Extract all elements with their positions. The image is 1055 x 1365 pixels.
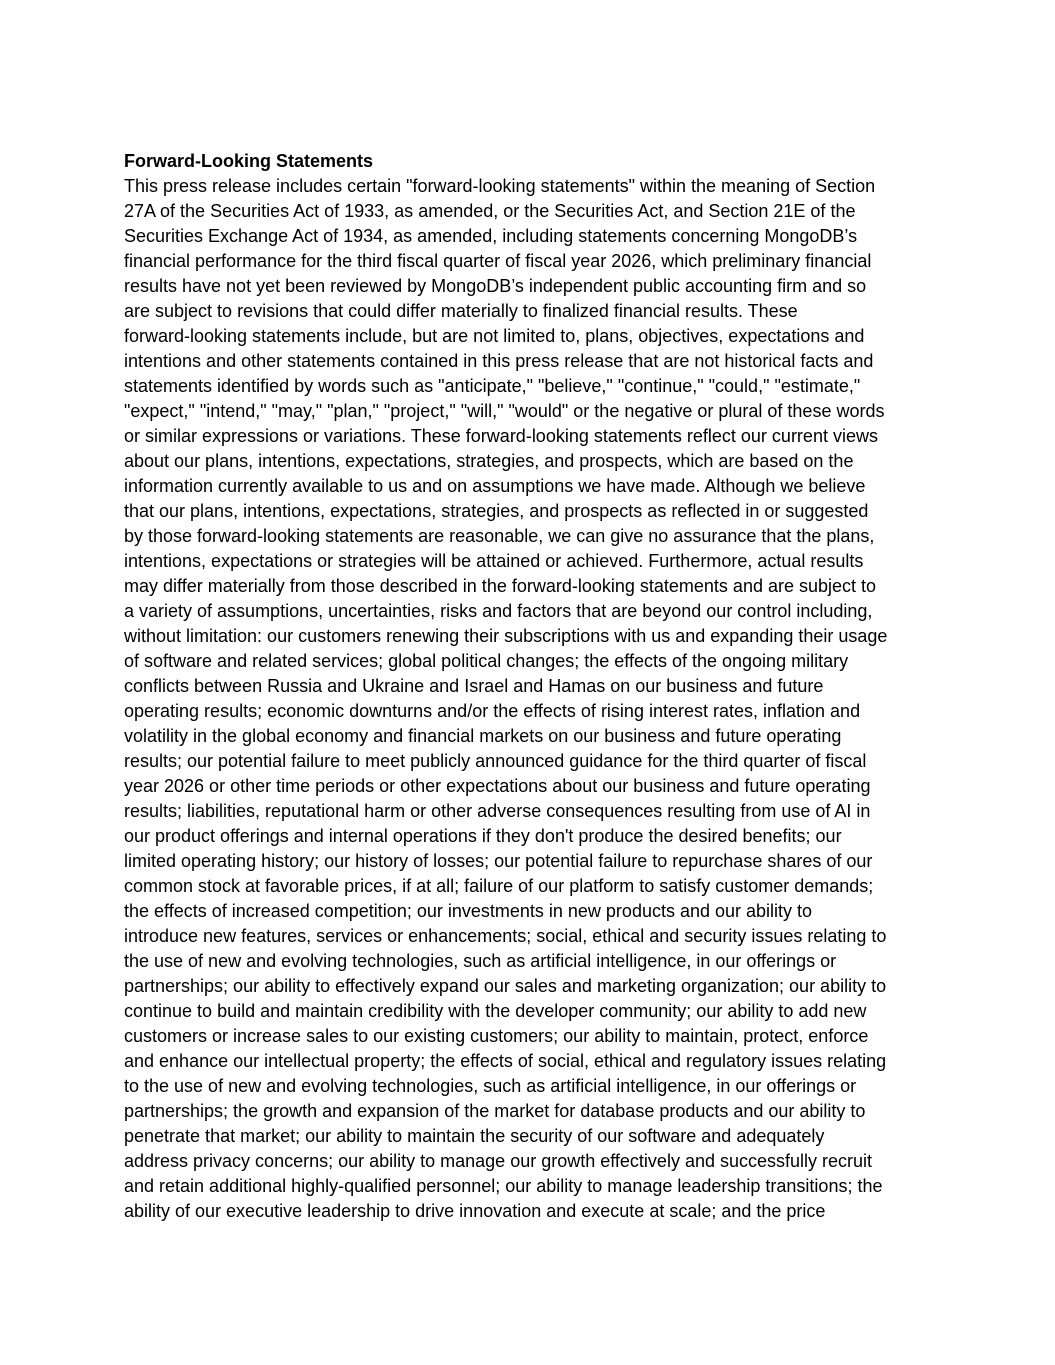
paragraph-line: introduce new features, services or enhancements; social, ethical and security issues relating to [124,926,887,946]
paragraph-line: financial performance for the third fiscal quarter of fiscal year 2026, which preliminary financial [124,251,872,271]
paragraph-line: the use of new and evolving technologies, such as artificial intelligence, in our offerings or [124,951,837,971]
paragraph-line: are subject to revisions that could differ materially to finalized financial results. These [124,301,798,321]
paragraph-line: intentions and other statements contained in this press release that are not historical facts and [124,351,874,371]
paragraph-line: continue to build and maintain credibility with the developer community; our ability to add new [124,1001,867,1021]
paragraph-line: results; our potential failure to meet publicly announced guidance for the third quarter of fiscal [124,751,867,771]
paragraph-line: the effects of increased competition; our investments in new products and our ability to [124,901,813,921]
paragraph-line: results; liabilities, reputational harm or other adverse consequences resulting from use of AI in [124,801,871,821]
paragraph-line: penetrate that market; our ability to maintain the security of our software and adequately [124,1126,825,1146]
paragraph-line: "expect," "intend," "may," "plan," "project," "will," "would" or the negative or plural of these words [124,401,885,421]
paragraph-line: and retain additional highly-qualified personnel; our ability to manage leadership transitions; the [124,1176,883,1196]
section-heading: Forward-Looking Statements [124,151,374,171]
paragraph-line: intentions, expectations or strategies will be attained or achieved. Furthermore, actual results [124,551,864,571]
paragraph-line: limited operating history; our history of losses; our potential failure to repurchase shares of our [124,851,873,871]
paragraph-line: partnerships; the growth and expansion of the market for database products and our ability to [124,1101,866,1121]
paragraph-line: ability of our executive leadership to drive innovation and execute at scale; and the price [124,1201,826,1221]
paragraph-line: 27A of the Securities Act of 1933, as amended, or the Securities Act, and Section 21E of the [124,201,856,221]
paragraph-line: may differ materially from those described in the forward-looking statements and are subject to [124,576,877,596]
paragraph-line: This press release includes certain "forward-looking statements" within the meaning of Section [124,176,876,196]
paragraph-line: forward-looking statements include, but are not limited to, plans, objectives, expectations and [124,326,865,346]
document-body [124,149,944,1224]
paragraph-line: by those forward-looking statements are reasonable, we can give no assurance that the plans, [124,526,875,546]
paragraph-line: our product offerings and internal operations if they don't produce the desired benefits; our [124,826,842,846]
paragraph-line: results have not yet been reviewed by MongoDB’s independent public accounting firm and so [124,276,867,296]
paragraph-line: a variety of assumptions, uncertainties, risks and factors that are beyond our control including, [124,601,873,621]
paragraph-line: common stock at favorable prices, if at all; failure of our platform to satisfy customer demands; [124,876,874,896]
paragraph-line: statements identified by words such as "anticipate," "believe," "continue," "could," "estimate," [124,376,861,396]
paragraph-line: without limitation: our customers renewing their subscriptions with us and expanding their usage [124,626,888,646]
forward-looking-paragraph [124,174,944,1224]
paragraph-line: conflicts between Russia and Ukraine and Israel and Hamas on our business and future [124,676,824,696]
paragraph-line: and enhance our intellectual property; the effects of social, ethical and regulatory issues relating [124,1051,887,1071]
paragraph-line: Securities Exchange Act of 1934, as amended, including statements concerning MongoDB’s [124,226,858,246]
paragraph-line: partnerships; our ability to effectively expand our sales and marketing organization; our ability to [124,976,887,996]
paragraph-line: about our plans, intentions, expectations, strategies, and prospects, which are based on the [124,451,854,471]
paragraph-line: information currently available to us and on assumptions we have made. Although we believe [124,476,866,496]
paragraph-line: year 2026 or other time periods or other expectations about our business and future operating [124,776,871,796]
paragraph-line: or similar expressions or variations. These forward-looking statements reflect our current views [124,426,878,446]
paragraph-line: address privacy concerns; our ability to manage our growth effectively and successfully recruit [124,1151,873,1171]
paragraph-line: customers or increase sales to our existing customers; our ability to maintain, protect, enforce [124,1026,869,1046]
paragraph-line: operating results; economic downturns and/or the effects of rising interest rates, inflation and [124,701,861,721]
paragraph-line: volatility in the global economy and financial markets on our business and future operating [124,726,842,746]
paragraph-line: of software and related services; global political changes; the effects of the ongoing military [124,651,849,671]
paragraph-line: to the use of new and evolving technologies, such as artificial intelligence, in our offerings or [124,1076,857,1096]
paragraph-line: that our plans, intentions, expectations, strategies, and prospects as reflected in or suggested [124,501,869,521]
